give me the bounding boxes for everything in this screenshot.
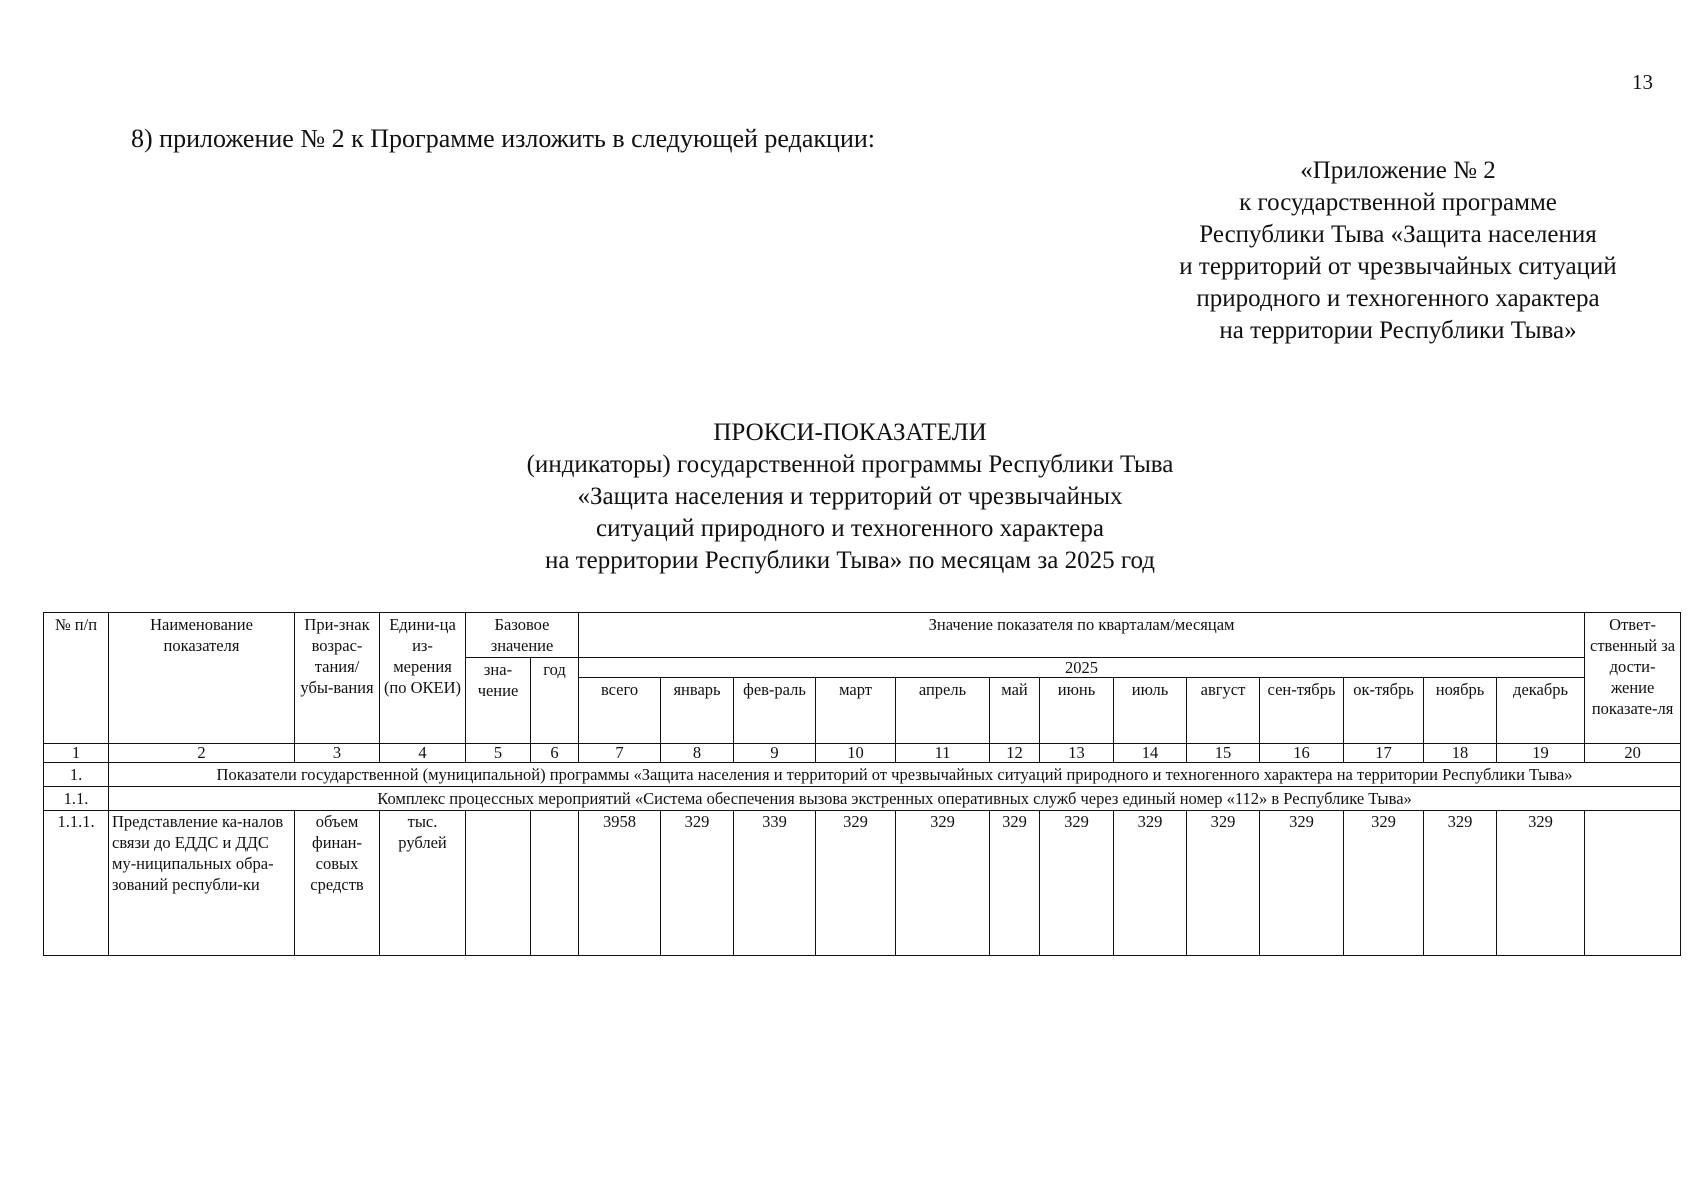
header-name: Наименование показателя [109,613,295,744]
title-line: ПРОКСИ-ПОКАЗАТЕЛИ [713,419,987,446]
row-value-may: 329 [990,811,1040,956]
row-value-sep: 329 [1260,811,1344,956]
header-num: № п/п [44,613,109,744]
appendix-line: к государственной программе [1239,189,1557,216]
header-base-year: год [531,658,579,744]
row-value-oct: 329 [1344,811,1424,956]
title-line: «Защита населения и территорий от чрезвычайных [577,483,1123,510]
header-month-dec: декабрь [1497,678,1585,744]
column-number: 11 [896,744,990,763]
appendix-line: на территории Республики Тыва» [1219,317,1577,344]
header-row [44,613,1681,658]
header-month-apr: апрель [896,678,990,744]
row-value-total: 3958 [579,811,661,956]
row-unit: тыс. рублей [380,811,466,956]
header-month-mar: март [816,678,896,744]
appendix-line: Республики Тыва «Защита населения [1199,221,1597,248]
page-number: 13 [1632,70,1653,94]
column-number-row [44,744,1681,763]
row-value-feb: 339 [734,811,816,956]
row-value-aug: 329 [1187,811,1260,956]
column-number: 18 [1424,744,1497,763]
column-number: 20 [1585,744,1681,763]
column-number: 8 [661,744,734,763]
column-number: 3 [295,744,380,763]
column-number: 1 [44,744,109,763]
title-line: ситуаций природного и техногенного характера [596,515,1104,542]
row-responsible [1585,811,1681,956]
column-number: 15 [1187,744,1260,763]
row-number: 1.1.1. [44,811,109,956]
header-month-feb: фев-раль [734,678,816,744]
header-month-jan: январь [661,678,734,744]
appendix-line: и территорий от чрезвычайных ситуаций [1179,253,1617,280]
header-base-value: зна-чение [466,658,531,744]
header-month-sep: сен-тябрь [1260,678,1344,744]
header-month-may: май [990,678,1040,744]
row-base-year [531,811,579,956]
header-sign: При-знак возрас-тания/ убы-вания [295,613,380,744]
header-month-jun: июнь [1040,678,1114,744]
header-month-aug: август [1187,678,1260,744]
row-value-dec: 329 [1497,811,1585,956]
column-number: 2 [109,744,295,763]
section-row [44,763,1681,787]
column-number: 12 [990,744,1040,763]
title-line: на территории Республики Тыва» по месяцам за 2025 год [545,547,1155,574]
document-title [400,417,1300,577]
header-month-nov: ноябрь [1424,678,1497,744]
row-value-apr: 329 [896,811,990,956]
row-value-jun: 329 [1040,811,1114,956]
header-year: 2025 [579,658,1585,678]
proxy-indicators-table [43,612,1681,956]
subsection-number: 1.1. [44,787,109,811]
title-line: (индикаторы) государственной программы Республики Тыва [526,451,1174,478]
column-number: 17 [1344,744,1424,763]
row-value-mar: 329 [816,811,896,956]
row-value-nov: 329 [1424,811,1497,956]
header-month-total: всего [579,678,661,744]
appendix-line: «Приложение № 2 [1300,157,1496,184]
header-values-group: Значение показателя по кварталам/месяцам [579,613,1585,658]
row-indicator-name: Представление ка-налов связи до ЕДДС и ДДС му-ниципальных обра-зований республи-ки [109,811,295,956]
column-number: 7 [579,744,661,763]
section-title: Показатели государственной (муниципальной) программы «Защита населения и территорий от чрезвычайных ситуаций природного и техногенного характера на территории Республики Тыва» [109,763,1681,787]
column-number: 5 [466,744,531,763]
row-base-value [466,811,531,956]
row-value-jan: 329 [661,811,734,956]
column-number: 19 [1497,744,1585,763]
header-base: Базовое значение [466,613,579,658]
header-unit: Едини-ца из-мерения (по ОКЕИ) [380,613,466,744]
column-number: 10 [816,744,896,763]
table-row [44,811,1681,956]
header-month-jul: июль [1114,678,1187,744]
column-number: 14 [1114,744,1187,763]
section-number: 1. [44,763,109,787]
intro-text: 8) приложение № 2 к Программе изложить в следующей редакции: [131,124,875,153]
column-number: 13 [1040,744,1114,763]
appendix-line: природного и техногенного характера [1196,285,1600,312]
column-number: 16 [1260,744,1344,763]
column-number: 4 [380,744,466,763]
appendix-heading [1128,155,1668,347]
column-number: 9 [734,744,816,763]
section-row [44,787,1681,811]
header-responsible: Ответ-ственный за дости-жение показате-ля [1585,613,1681,744]
row-sign: объем финан-совых средств [295,811,380,956]
row-value-jul: 329 [1114,811,1187,956]
subsection-title: Комплекс процессных мероприятий «Система обеспечения вызова экстренных оперативных служб через единый номер «112» в Республике Тыва» [109,787,1681,811]
column-number: 6 [531,744,579,763]
header-month-oct: ок-тябрь [1344,678,1424,744]
